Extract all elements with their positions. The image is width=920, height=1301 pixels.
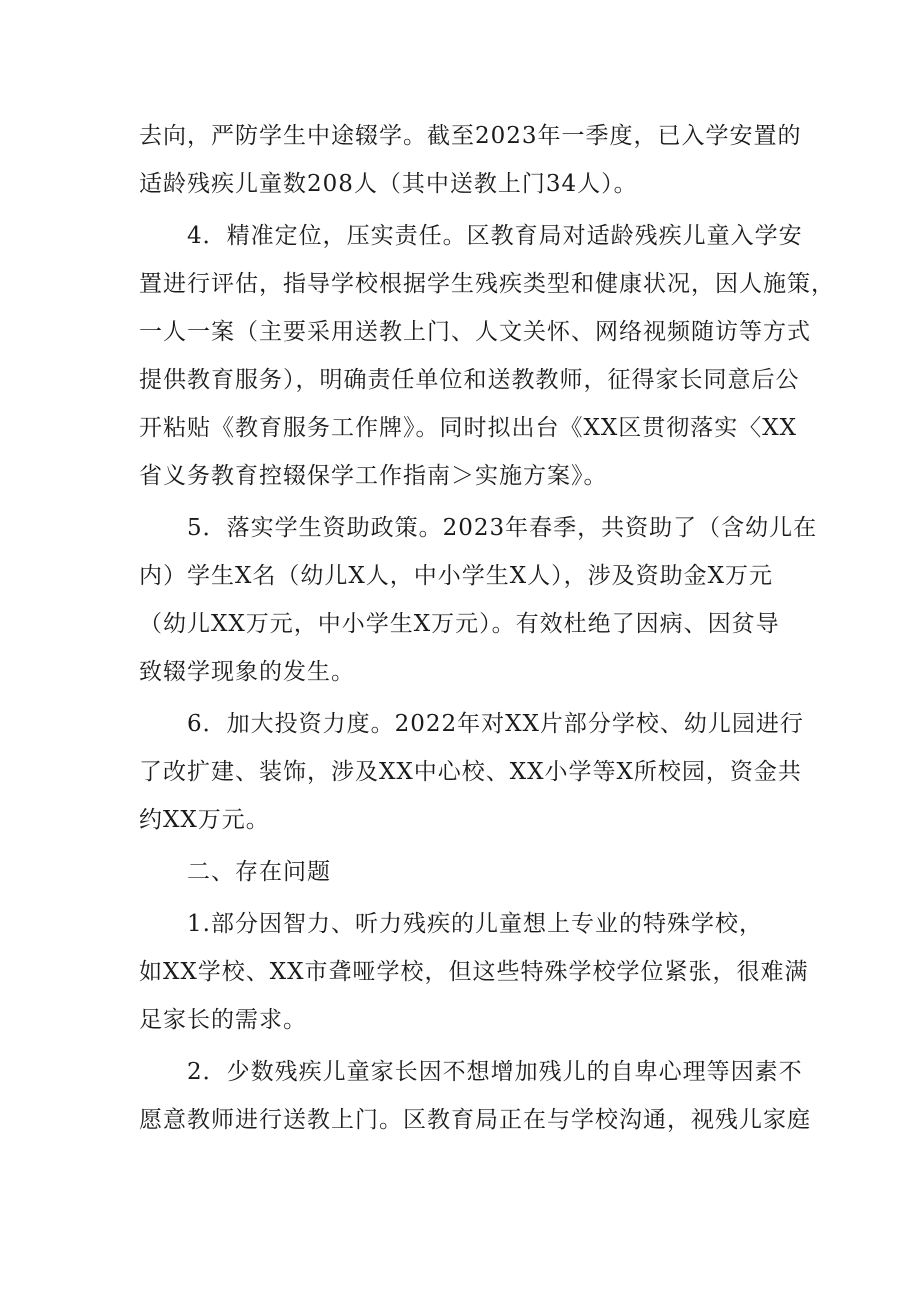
text-line: 内）学生X名（幼儿X人，中小学生X人），涉及资助金X万元: [139, 563, 773, 589]
paragraph-enrollment-continuation: [139, 112, 802, 208]
text-line: 2．少数残疾儿童家长因不想增加残儿的自卑心理等因素不: [187, 1059, 803, 1085]
text-line: 开粘贴《教育服务工作牌》。同时拟出台《XX区贯彻落实〈XX: [139, 415, 797, 441]
text-line: 一人一案（主要采用送教上门、人文关怀、网络视频随访等方式: [139, 319, 811, 345]
text-line: 愿意教师进行送教上门。区教育局正在与学校沟通，视残儿家庭: [139, 1107, 811, 1133]
text-line: 约XX万元。: [139, 807, 270, 833]
text-line: 足家长的需求。: [139, 1007, 307, 1033]
text-line: （幼儿XX万元，中小学生X万元）。有效杜绝了因病、因贫导: [139, 611, 780, 637]
text-line: 1.部分因智力、听力残疾的儿童想上专业的特殊学校，: [187, 911, 763, 937]
section-heading-problems: [139, 848, 787, 896]
text-line: 了改扩建、装饰，涉及XX中心校、XX小学等X所校园，资金共: [139, 759, 802, 785]
text-line: 去向，严防学生中途辍学。截至2023年一季度，已入学安置的: [139, 123, 802, 149]
text-line: 提供教育服务），明确责任单位和送教教师，征得家长同意后公: [139, 367, 800, 393]
text-line: 5．落实学生资助政策。2023年春季，共资助了（含幼儿在: [187, 515, 818, 541]
text-line: 4．精准定位，压实责任。区教育局对适龄残疾儿童入学安: [187, 223, 803, 249]
text-line: 适龄残疾儿童数208人（其中送教上门34人）。: [139, 171, 638, 197]
document-body: [139, 112, 835, 1148]
paragraph-item-4: [139, 212, 835, 500]
text-line: 省义务教育控辍保学工作指南＞实施方案》。: [139, 463, 608, 489]
text-line: 置进行评估，指导学校根据学生残疾类型和健康状况，因人施策，: [139, 271, 835, 297]
text-line: 6．加大投资力度。2022年对XX片部分学校、幼儿园进行: [187, 711, 804, 737]
text-line: 致辍学现象的发生。: [139, 659, 355, 685]
text-line: 如XX学校、XX市聋哑学校，但这些特殊学校学位紧张，很难满: [139, 959, 809, 985]
section-heading: 二、存在问题: [187, 859, 331, 885]
paragraph-item-6: [139, 700, 804, 844]
paragraph-problem-2: [139, 1048, 811, 1144]
paragraph-item-5: [139, 504, 818, 696]
paragraph-problem-1: [139, 900, 809, 1044]
